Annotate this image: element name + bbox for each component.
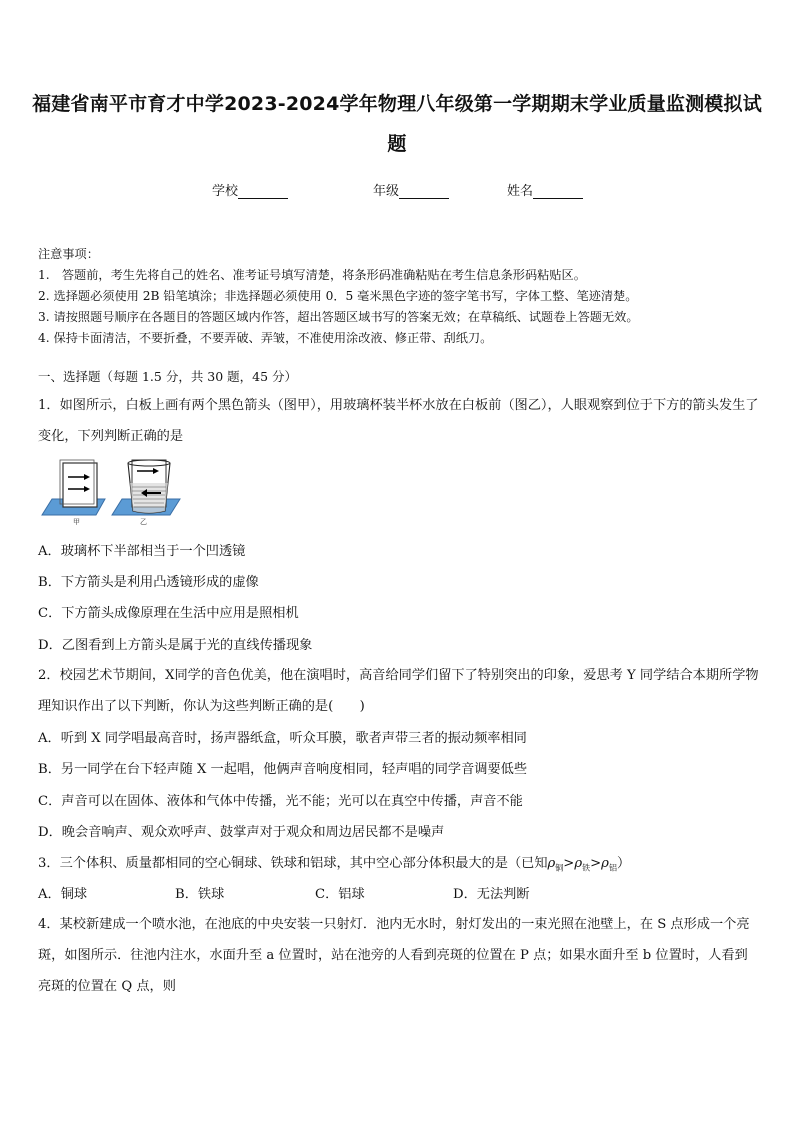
- name-field: [507, 180, 583, 199]
- fig-label-a: 甲: [73, 518, 80, 526]
- page-title: 福建省南平市育才中学2023-2024学年物理八年级第一学期期末学业质量监测模拟试题: [32, 93, 762, 155]
- q3-option-d: D．无法判断: [453, 887, 530, 902]
- fig-label-b: 乙: [140, 518, 147, 526]
- gt-symbol: >: [563, 856, 575, 871]
- q3-stem: [38, 852, 630, 874]
- notes-item-1: 1. 答题前，考生先将自己的姓名、准考证号填写清楚，将条形码准确粘贴在考生信息条形码粘贴区。: [38, 268, 586, 282]
- grade-blank: [399, 184, 449, 199]
- q1-option-c: C．下方箭头成像原理在生活中应用是照相机: [38, 606, 299, 621]
- q4-stem: 4．某校新建成一个喷水池，在池底的中央安装一只射灯．池内无水时，射灯发出的一束光照在池壁上，在 S 点形成一个亮斑，如图所示．往池内注水，水面升至 a 位置时，站在池旁的人看到亮斑的位置在 P 点；如果水面升至 b 位置时，人看到亮斑的位置在 Q 点，则: [38, 917, 750, 994]
- name-label: 姓名: [507, 184, 534, 199]
- rho-symbol: ρ: [601, 856, 609, 871]
- q2-option-a: A．听到 X 同学唱最高音时，扬声器纸盒，听众耳膜，歌者声带三者的振动频率相同: [38, 731, 527, 746]
- q3-option-a: A．铜球: [38, 887, 88, 902]
- school-label: 学校: [212, 184, 239, 199]
- whiteboard-a: [63, 463, 97, 507]
- name-blank: [533, 184, 583, 199]
- q3-option-c: C．铝球: [315, 887, 365, 902]
- sub-copper: 铜: [555, 863, 564, 873]
- notes-item-2: 2. 选择题必须使用 2B 铅笔填涂；非选择题必须使用 0．5 毫米黑色字迹的签字笔书写，字体工整、笔迹清楚。: [38, 289, 638, 303]
- notes-heading: 注意事项：: [38, 247, 99, 261]
- q1-option-a: A．玻璃杯下半部相当于一个凹透镜: [38, 544, 246, 559]
- q2-option-c: C．声音可以在固体、液体和气体中传播，光不能；光可以在真空中传播，声音不能: [38, 794, 523, 809]
- q3-stem-close: ）: [616, 856, 631, 871]
- sub-iron: 铁: [582, 863, 591, 873]
- grade-label: 年级: [373, 184, 400, 199]
- q3-option-b: B．铁球: [175, 887, 225, 902]
- gt-symbol: >: [590, 856, 602, 871]
- q1-stem: 1．如图所示，白板上画有两个黑色箭头（图甲），用玻璃杯装半杯水放在白板前（图乙），人眼观察到位于下方的箭头发生了变化，下列判断正确的是: [38, 398, 759, 444]
- rho-symbol: ρ: [547, 856, 556, 871]
- notes-block: [38, 244, 639, 349]
- q2-option-b: B．另一同学在台下轻声随 X 一起唱，他俩声音响度相同，轻声唱的同学音调要低些: [38, 762, 528, 777]
- q1-option-b: B．下方箭头是利用凸透镜形成的虚像: [38, 575, 259, 590]
- school-field: [212, 180, 288, 199]
- water: [130, 483, 168, 513]
- section-heading: 一、选择题（每题 1.5 分，共 30 题，45 分）: [38, 369, 298, 384]
- q2-stem: 2．校园艺术节期间，X同学的音色优美，他在演唱时，高音给同学们留下了特别突出的印象，爱思考 Y 同学结合本期所学物理知识作出了以下判断，你认为这些判断正确的是( ): [38, 668, 759, 714]
- q1-option-d: D．乙图看到上方箭头是属于光的直线传播现象: [38, 638, 313, 653]
- sub-aluminum: 铝: [608, 863, 617, 873]
- rho-symbol: ρ: [574, 856, 583, 871]
- q3-stem-text: 3．三个体积、质量都相同的空心铜球、铁球和铝球，其中空心部分体积最大的是（已知: [38, 856, 548, 871]
- grade-field: [373, 180, 449, 199]
- school-blank: [238, 184, 288, 199]
- q2-option-d: D．晚会音响声、观众欢呼声、鼓掌声对于观众和周边居民都不是噪声: [38, 825, 445, 840]
- notes-item-3: 3. 请按照题号顺序在各题目的答题区域内作答，超出答题区域书写的答案无效；在草稿纸、试题卷上答题无效。: [38, 310, 639, 324]
- notes-item-4: 4. 保持卡面清洁，不要折叠，不要弄破、弄皱，不准使用涂改液、修正带、刮纸刀。: [38, 331, 493, 345]
- q1-figure: [40, 457, 190, 527]
